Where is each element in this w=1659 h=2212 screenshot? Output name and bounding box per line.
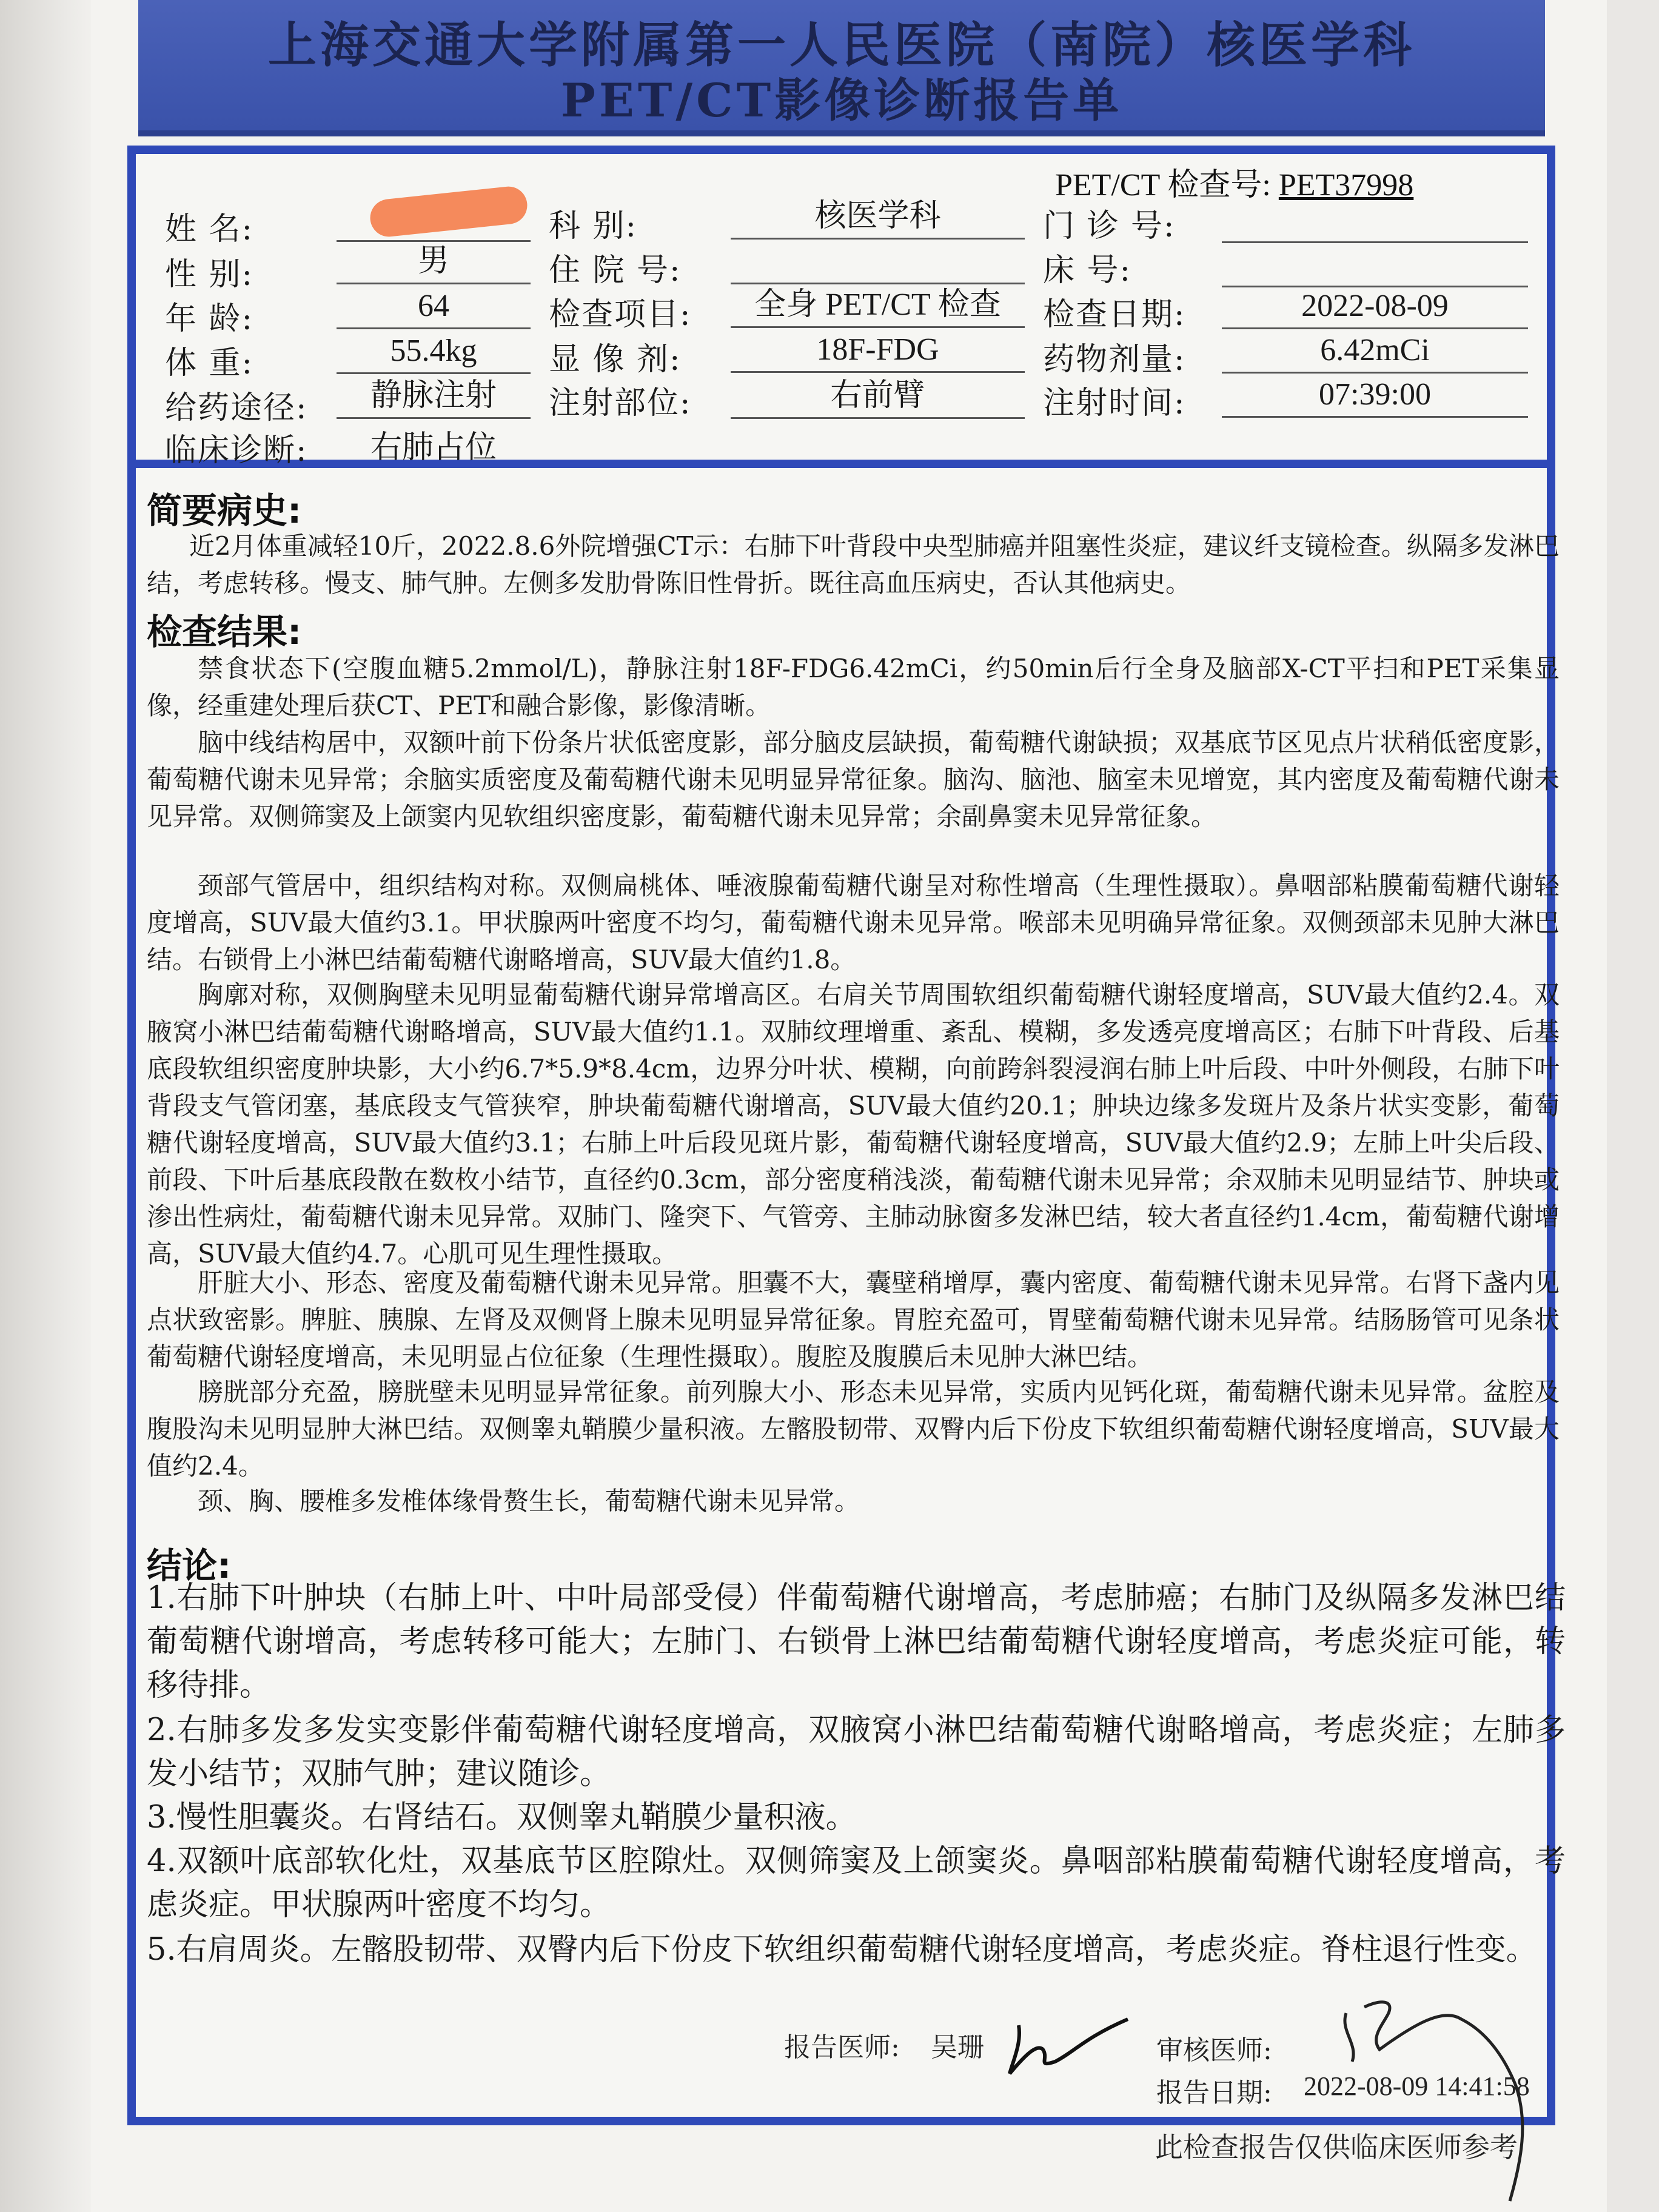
findings-paragraph-7: 颈、胸、腰椎多发椎体缘骨赘生长，葡萄糖代谢未见异常。 <box>198 1486 860 1516</box>
conclusion-item-1: 1.右肺下叶肿块（右肺上叶、中叶局部受侵）伴葡萄糖代谢增高，考虑肺癌；右肺门及纵隔多发淋巴结葡萄糖代谢增高，考虑转移可能大；左肺门、右锁骨上淋巴结葡萄糖代谢轻度增高，考虑炎症可能，转移待排。 <box>147 1580 1566 1703</box>
injection-time-value: 07:39:00 <box>1222 376 1528 418</box>
reporter-label: 报告医师: <box>784 2032 900 2063</box>
dose-value: 6.42mCi <box>1222 332 1528 374</box>
conclusion-item-2: 2.右肺多发多发实变影伴葡萄糖代谢轻度增高，双腋窝小淋巴结葡萄糖代谢略增高，考虑炎症；左肺多发小结节；双肺气肿；建议随诊。 <box>147 1712 1566 1792</box>
route-value: 静脉注射 <box>337 377 531 419</box>
dept-value: 核医学科 <box>731 198 1025 240</box>
hospital-title: 上海交通大学附属第一人民医院（南院）核医学科 <box>268 16 1415 73</box>
agent-label: 显 像 剂: <box>549 341 682 378</box>
findings-paragraph-2: 脑中线结构居中，双额叶前下份条片状低密度影，部分脑皮层缺损，葡萄糖代谢缺损；双基底节区见点片状稍低密度影，葡萄糖代谢未见异常；余脑实质密度及葡萄糖代谢未见明显异常征象。脑沟、脑池、脑室未见增宽，其内密度及葡萄糖代谢未见异常。双侧筛窦及上颌窦内见软组织密度影，葡萄糖代谢未见异常；余副鼻窦未见异常征象。 <box>147 728 1560 831</box>
dose-label: 药物剂量: <box>1043 341 1186 378</box>
exam-date-label: 检查日期: <box>1043 297 1186 333</box>
sex-label: 性 别: <box>165 256 254 293</box>
name-label: 姓 名: <box>165 211 254 247</box>
report-header <box>138 0 1545 136</box>
clinic-value <box>1222 201 1528 243</box>
exam-item-value: 全身 PET/CT 检查 <box>731 286 1025 328</box>
exam-number <box>1055 159 1413 204</box>
reporter-name: 吴珊 <box>931 2032 984 2063</box>
weight-label: 体 重: <box>165 345 254 381</box>
exam-item-label: 检查项目: <box>549 297 692 333</box>
sex-value: 男 <box>337 243 531 284</box>
inpatient-label: 住 院 号: <box>549 252 682 289</box>
exam-number-value: PET37998 <box>1278 168 1414 203</box>
exam-number-label: PET/CT 检查号: <box>1055 168 1271 203</box>
conclusion-item-4: 4.双额叶底部软化灶，双基底节区腔隙灶。双侧筛窦及上颌窦炎。鼻咽部粘膜葡萄糖代谢轻度增高，考虑炎症。甲状腺两叶密度不均匀。 <box>147 1843 1566 1923</box>
exam-date-value: 2022-08-09 <box>1222 287 1528 329</box>
report-title: PET/CT影像诊断报告单 <box>560 73 1123 127</box>
dept-label: 科 别: <box>549 208 638 244</box>
findings-paragraph-4: 胸廓对称，双侧胸壁未见明显葡萄糖代谢异常增高区。右肩关节周围软组织葡萄糖代谢轻度增高，SUV最大值约2.4。双腋窝小淋巴结葡萄糖代谢略增高，SUV最大值约1.1。双肺纹理增重、紊乱、模糊，多发透亮度增高区；右肺下叶背段、后基底段软组织密度肿块影，大小约6.7*5.9*8.4cm，边界分叶状、模糊，向前跨斜裂浸润右肺上叶后段、中叶外侧段，右肺下叶背段支气管闭塞，基底段支气管狭窄，肿块葡萄糖代谢增高，SUV最大值约20.1；肿块边缘多发斑片及条片状实变影，葡萄糖代谢轻度增高，SUV最大值约3.1；右肺上叶后段见斑片影，葡萄糖代谢轻度增高，SUV最大值约2.9；左肺上叶尖后段、前段、下叶后基底段散在数枚小结节，直径约0.3cm，部分密度稍浅淡，葡萄糖代谢未见异常；余双肺未见明显结节、肿块或渗出性病灶，葡萄糖代谢未见异常。双肺门、隆突下、气管旁、主肺动脉窗多发淋巴结，较大者直径约1.4cm，葡萄糖代谢增高，SUV最大值约4.7。心肌可见生理性摄取。 <box>147 980 1560 1269</box>
agent-value: 18F-FDG <box>731 331 1025 373</box>
injection-site-value: 右前臂 <box>731 377 1025 419</box>
conclusion-item-5: 5.右肩周炎。左髂股韧带、双臀内后下份皮下软组织葡萄糖代谢轻度增高，考虑炎症。脊柱退行性变。 <box>147 1932 1537 1968</box>
bed-value <box>1222 246 1528 287</box>
findings-paragraph-1: 禁食状态下(空腹血糖5.2mmol/L)，静脉注射18F-FDG6.42mCi，约50min后行全身及脑部X-CT平扫和PET采集显像，经重建处理后获CT、PET和融合影像，影像清晰。 <box>147 654 1560 720</box>
findings-title: 检查结果: <box>147 611 302 652</box>
history-text: 近2月体重减轻10斤，2022.8.6外院增强CT示：右肺下叶背段中央型肺癌并阻塞性炎症，建议纤支镜检查。纵隔多发淋巴结，考虑转移。慢支、肺气肿。左侧多发肋骨陈旧性骨折。既往高血压病史，否认其他病史。 <box>147 531 1560 598</box>
findings-paragraph-6: 膀胱部分充盈，膀胱壁未见明显异常征象。前列腺大小、形态未见异常，实质内见钙化斑，葡萄糖代谢未见异常。盆腔及腹股沟未见明显肿大淋巴结。双侧睾丸鞘膜少量积液。左髂股韧带、双臀内后下份皮下软组织葡萄糖代谢轻度增高，SUV最大值约2.4。 <box>147 1377 1560 1481</box>
bed-label: 床 号: <box>1043 252 1132 289</box>
age-value: 64 <box>337 287 531 329</box>
clinical-diagnosis-value: 右肺占位 <box>370 431 497 465</box>
findings-paragraph-3: 颈部气管居中，组织结构对称。双侧扁桃体、唾液腺葡萄糖代谢呈对称性增高（生理性摄取）。鼻咽部粘膜葡萄糖代谢轻度增高，SUV最大值约3.1。甲状腺两叶密度不均匀，葡萄糖代谢未见异常。喉部未见明确异常征象。双侧颈部未见肿大淋巴结。右锁骨上小淋巴结葡萄糖代谢略增高，SUV最大值约1.8。 <box>147 871 1560 974</box>
weight-value: 55.4kg <box>337 332 531 374</box>
page-binding-shadow <box>0 0 103 2212</box>
disclaimer: 此检查报告仅供临床医师参考 <box>1155 2131 1518 2163</box>
clinical-diagnosis-label: 临床诊断: <box>165 432 308 469</box>
route-label: 给药途径: <box>165 390 308 426</box>
injection-time-label: 注射时间: <box>1043 385 1186 421</box>
inpatient-value <box>731 243 1025 284</box>
conclusion-item-3: 3.慢性胆囊炎。右肾结石。双侧睾丸鞘膜少量积液。 <box>147 1800 857 1835</box>
conclusion-title: 结论: <box>147 1545 232 1586</box>
reviewer-label: 审核医师: <box>1156 2035 1272 2066</box>
report-date-label: 报告日期: <box>1156 2077 1272 2108</box>
reporter-signature <box>1000 2001 1140 2080</box>
findings-paragraph-5: 肝脏大小、形态、密度及葡萄糖代谢未见异常。胆囊不大，囊壁稍增厚，囊内密度、葡萄糖代谢未见异常。右肾下盏内见点状致密影。脾脏、胰腺、左肾及双侧肾上腺未见明显异常征象。胃腔充盈可，胃壁葡萄糖代谢未见异常。结肠肠管可见条状葡萄糖代谢轻度增高，未见明显占位征象（生理性摄取）。腹腔及腹膜后未见肿大淋巴结。 <box>147 1268 1560 1372</box>
report-date-value: 2022-08-09 14:41:58 <box>1304 2071 1530 2101</box>
age-label: 年 龄: <box>165 301 254 337</box>
clinic-label: 门 诊 号: <box>1043 208 1176 244</box>
injection-site-label: 注射部位: <box>549 385 692 421</box>
history-title: 简要病史: <box>147 490 302 531</box>
